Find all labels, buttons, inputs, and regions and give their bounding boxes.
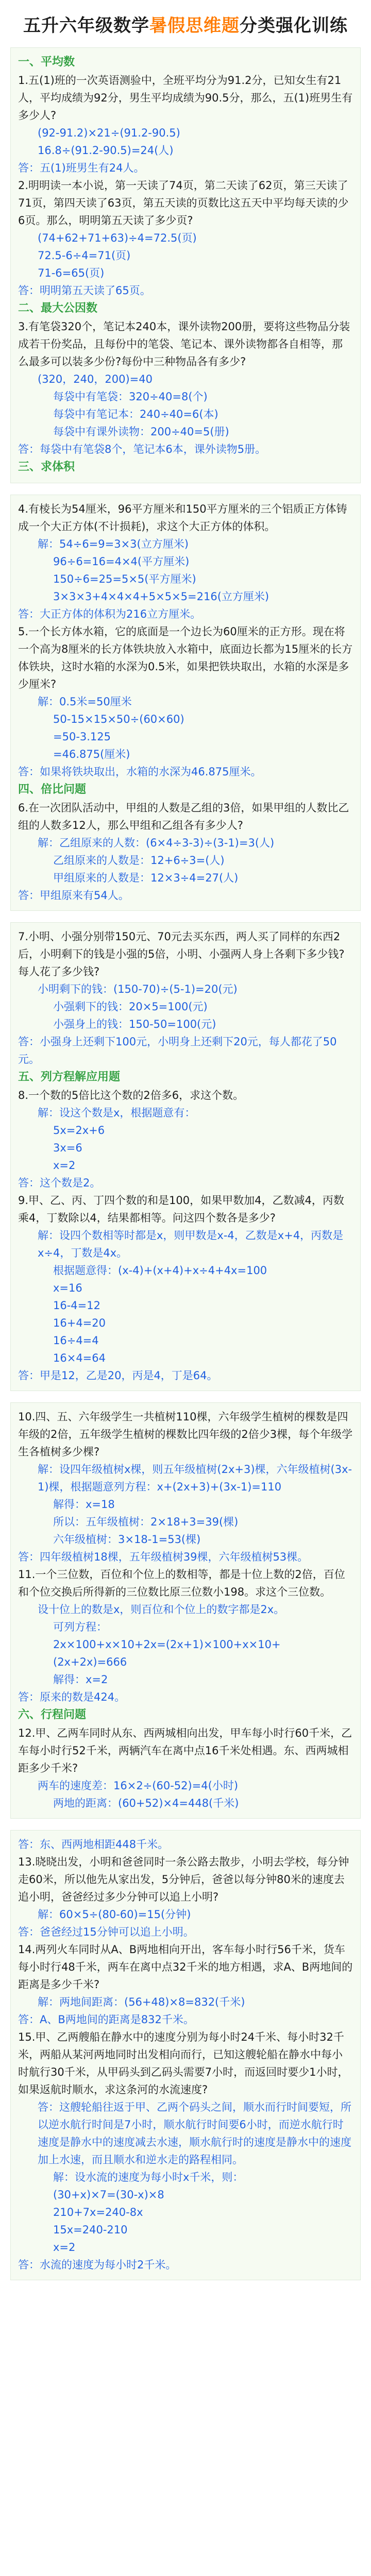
solution-step: 每袋中有笔袋：320÷40=8(个) xyxy=(53,391,208,403)
solution-step: 3x=6 xyxy=(53,1142,82,1154)
problem-card xyxy=(10,922,361,1391)
solution-step: 解得：x=18 xyxy=(53,1498,115,1511)
answer-line: 答：如果将铁块取出，水箱的水深为46.875厘米。 xyxy=(18,766,262,778)
solution-line: 解：设这个数是x，根据题意有： xyxy=(38,1107,196,1119)
solution-step: 小强身上的钱：150-50=100(元) xyxy=(53,1018,216,1030)
solution-step: 两地的距离：(60+52)×4=448(千米) xyxy=(53,1797,239,1809)
solution-step: 每袋中有笔记本：240÷40=6(本) xyxy=(53,408,218,420)
solution-step: 解：设水流的速度为每小时x千米，则： xyxy=(53,2171,244,2183)
problem-card xyxy=(10,1830,361,2280)
solution-step: 15x=240-210 xyxy=(53,2224,128,2236)
problem-text: 14.两列火车同时从A、B两地相向开出，客车每小时行56千米，货车每小时行48千米，两车在离中点32千米的地方相遇，求A、B两地间的距离是多少千米? xyxy=(18,1943,353,1991)
worksheet-body xyxy=(0,47,371,2280)
solution-line: 解：设四年级植树x棵，则五年级植树(2x+3)棵，六年级植树(3x-1)棵，根据题意列方程：x+(2x+3)+(3x-1)=110 xyxy=(38,1463,352,1493)
solution-step: 50-15×15×50÷(60×60) xyxy=(53,713,184,725)
section-heading: 四、倍比问题 xyxy=(18,783,87,796)
solution-line: 71-6=65(页) xyxy=(38,267,105,279)
problem-text: 13.晓晓出发，小明和爸爸同时一条公路去散步，小明去学校，每分钟走60米，所以他先从家出发，5分钟后，爸爸以每分钟80米的速度去追小明，爸爸经过多少分钟可以追上小明? xyxy=(18,1856,349,1903)
answer-line: 答：爸爸经过15分钟可以追上小明。 xyxy=(18,1926,194,1938)
problem-card xyxy=(10,495,361,911)
answer-line: 答：五(1)班男生有24人。 xyxy=(18,162,145,174)
title-suffix: 分类强化训练 xyxy=(240,15,348,36)
solution-line: 设十位上的数是x，则百位和个位上的数字都是2x。 xyxy=(38,1603,285,1616)
solution-line: (74+62+71+63)÷4=72.5(页) xyxy=(38,232,197,244)
solution-line: 解：乙组原来的人数：(6×4÷3-3)÷(3-1)=3(人) xyxy=(38,837,275,849)
answer-line: 答：水流的速度为每小时2千米。 xyxy=(18,2259,177,2271)
solution-step: =50-3.125 xyxy=(53,731,111,743)
section-heading: 一、平均数 xyxy=(18,56,75,69)
title-highlight: 暑假思维题 xyxy=(149,15,240,36)
solution-step: 六年级植树：3×18-1=53(棵) xyxy=(53,1533,201,1546)
problem-text: 11.一个三位数，百位和个位上的数相等，都是十位上数的2倍，百位和个位交换后所得新的三位数比原三位数小198。求这个三位数。 xyxy=(18,1568,345,1598)
solution-step: 16+4=20 xyxy=(53,1317,106,1329)
problem-text: 9.甲、乙、丙、丁四个数的和是100，如果甲数加4，乙数减4，丙数乘4，丁数除以4，结果都相等。问这四个数各是多少? xyxy=(18,1194,344,1224)
problem-text: 8.一个数的5倍比这个数的2倍多6，求这个数。 xyxy=(18,1089,244,1101)
problem-card xyxy=(10,1402,361,1819)
page-title xyxy=(0,0,371,47)
answer-line: 答：原来的数是424。 xyxy=(18,1691,126,1703)
solution-step: 小强剩下的钱：20×5=100(元) xyxy=(53,1001,208,1013)
solution-line: 解：设四个数相等时都是x，则甲数是x-4，乙数是x+4，丙数是x÷4，丁数是4x。 xyxy=(38,1229,344,1259)
solution-step: 210+7x=240-8x xyxy=(53,2206,143,2218)
solution-step: 5x=2x+6 xyxy=(53,1124,105,1137)
solution-line: 两车的速度差：16×2÷(60-52)=4(小时) xyxy=(38,1780,239,1792)
solution-step: 16×4=64 xyxy=(53,1352,106,1364)
solution-line: 72.5-6÷4=71(页) xyxy=(38,249,131,262)
section-heading: 二、最大公因数 xyxy=(18,302,98,315)
answer-line: 答：明明第五天读了65页。 xyxy=(18,284,151,297)
problem-card xyxy=(10,47,361,483)
answer-line: 答：每袋中有笔袋8个，笔记本6本，课外读物5册。 xyxy=(18,443,266,455)
solution-step: 16-4=12 xyxy=(53,1299,100,1312)
solution-step: 乙组原来的人数是：12+6÷3=(人) xyxy=(53,854,225,867)
answer-line: 答：东、西两地相距448千米。 xyxy=(18,1838,169,1851)
solution-step: 可列方程： xyxy=(53,1621,107,1633)
answer-line: 答：A、B两地间的距离是832千米。 xyxy=(18,2013,194,2026)
solution-step: 3×3×3+4×4×4+5×5×5=216(立方厘米) xyxy=(53,590,269,603)
problem-text: 12.甲、乙两车同时从东、西两城相向出发，甲车每小时行60千米，乙车每小时行52千米，两辆汽车在离中点16千米处相遇。东、西两城相距多少千米? xyxy=(18,1727,352,1774)
solution-step: =46.875(厘米) xyxy=(53,748,130,760)
title-prefix: 五升六年级数学 xyxy=(23,15,149,36)
problem-text: 15.甲、乙两艘船在静水中的速度分别为每小时24千米、每小时32千米，两船从某河两地同时出发相向而行，已知这艘轮船在静水中每小时航行30千米，从甲码头到乙码头需要7小时，而返回时要少1小时，如果返航时顺水，求这条河的水流速度? xyxy=(18,2031,349,2096)
answer-line: 答：四年级植树18棵，五年级植树39棵，六年级植树53棵。 xyxy=(18,1551,309,1563)
solution-step: (30+x)×7=(30-x)×8 xyxy=(53,2189,164,2201)
section-heading: 三、求体积 xyxy=(18,461,75,473)
problem-text: 3.有笔袋320个，笔记本240本，课外读物200册，要将这些物品分装成若干份奖品，且每份中的笔袋、笔记本、课外读物都各自相等，那么最多可以装多少份?每份中三种物品各有多少? xyxy=(18,320,350,368)
solution-line: (320，240，200)=40 xyxy=(38,373,153,385)
problem-text: 2.明明读一本小说，第一天读了74页，第二天读了62页，第三天读了71页，第四天读了63页，第五天读的页数比这五天中平均每天读的少6页。那么，明明第五天读了多少页? xyxy=(18,179,349,227)
solution-step: x=16 xyxy=(53,1282,82,1294)
problem-text: 7.小明、小强分别带150元、70元去买东西，两人买了同样的东西2后，小明剩下的钱是小强的5倍，小明、小强两人身上各剩下多少钱?每人花了多少钱? xyxy=(18,930,345,978)
solution-line: 解：0.5米=50厘米 xyxy=(38,696,132,708)
solution-step: 2x×100+x×10+2x=(2x+1)×100+x×10+(2x+2x)=666 xyxy=(53,1638,281,1668)
problem-text: 4.有棱长为54厘米，96平方厘米和150平方厘米的三个铝质正方体铸成一个大正方体(不计损耗)，求这个大正方体的体积。 xyxy=(18,503,347,533)
answer-line: 答：甲组原来有54人。 xyxy=(18,889,129,902)
answer-line: 答：小强身上还剩下100元，小明身上还剩下20元，每人都花了50元。 xyxy=(18,1036,337,1065)
solution-step: 所以：五年级植树：2×18+3=39(棵) xyxy=(53,1516,239,1528)
solution-line: 答：这艘轮船往返于甲、乙两个码头之间，顺水而行时间要短，所以逆水航行时间是7小时，顺水航行时间要6小时，而逆水航行时速度是静水中的速度减去水速，顺水航行时的速度是静水中的速度加上水速，而且顺水和逆水走的路程相同。 xyxy=(38,2101,351,2166)
solution-step: 解得：x=2 xyxy=(53,1673,108,1686)
solution-line: 解：两地间距离：(56+48)×8=832(千米) xyxy=(38,1996,245,2008)
section-heading: 六、行程问题 xyxy=(18,1708,87,1721)
solution-line: 16.8÷(91.2-90.5)=24(人) xyxy=(38,144,174,157)
solution-line: (92-91.2)×21÷(91.2-90.5) xyxy=(38,127,180,139)
problem-text: 1.五(1)班的一次英语测验中，全班平均分为91.2分，已知女生有21人，平均成绩为92分，男生平均成绩为90.5分，那么，五(1)班男生有多少人? xyxy=(18,74,353,122)
solution-step: 96÷6=16=4×4(平方厘米) xyxy=(53,555,190,568)
solution-line: 解：60×5÷(80-60)=15(分钟) xyxy=(38,1908,191,1921)
solution-step: 150÷6=25=5×5(平方厘米) xyxy=(53,573,196,585)
solution-step: x=2 xyxy=(53,1159,76,1172)
solution-line: 小明剩下的钱：(150-70)÷(5-1)=20(元) xyxy=(38,983,238,995)
solution-step: 根据题意得：(x-4)+(x+4)+x÷4+4x=100 xyxy=(53,1264,267,1277)
solution-step: 每袋中有课外读物：200÷40=5(册) xyxy=(53,426,229,438)
answer-line: 答：大正方体的体积为216立方厘米。 xyxy=(18,608,201,620)
problem-text: 10.四、五、六年级学生一共植树110棵，六年级学生植树的棵数是四年级的2倍，五年级学生植树的棵数比四年级的2倍少3棵，每个年级学生各植树多少棵? xyxy=(18,1411,353,1458)
solution-step: 16÷4=4 xyxy=(53,1334,99,1347)
answer-line: 答：这个数是2。 xyxy=(18,1177,101,1189)
solution-line: 解：54÷6=9=3×3(立方厘米) xyxy=(38,538,189,550)
problem-text: 5.一个长方体水箱，它的底面是一个边长为60厘米的正方形。现在将一个高为8厘米的长方体铁块放入水箱中，底面边长都为15厘米的长方体铁块，这时水箱的水深为0.5米，如果把铁块取出，水箱的水深是多少厘米? xyxy=(18,625,353,690)
answer-line: 答：甲是12，乙是20，丙是4，丁是64。 xyxy=(18,1369,218,1382)
solution-step: x=2 xyxy=(53,2241,76,2253)
solution-step: 甲组原来的人数是：12×3÷4=27(人) xyxy=(53,872,239,884)
problem-text: 6.在一次团队活动中，甲组的人数是乙组的3倍，如果甲组的人数比乙组的人数多12人，那么甲组和乙组各有多少人? xyxy=(18,802,349,832)
section-heading: 五、列方程解应用题 xyxy=(18,1071,121,1083)
